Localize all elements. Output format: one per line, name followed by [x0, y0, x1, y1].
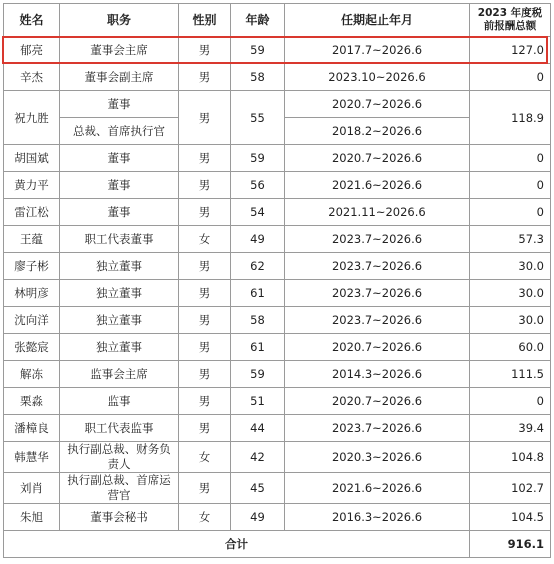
header-age: 年龄: [231, 4, 285, 37]
cell-gender: 女: [179, 442, 231, 473]
cell-name: 郁亮: [4, 37, 60, 64]
cell-term: 2023.10~2026.6: [285, 64, 470, 91]
cell-term: 2020.7~2026.6: [285, 91, 470, 118]
table-row: [4, 226, 551, 253]
cell-term: 2023.7~2026.6: [285, 253, 470, 280]
cell-name: 廖子彬: [4, 253, 60, 280]
cell-age: 59: [231, 361, 285, 388]
cell-name: 刘肖: [4, 473, 60, 504]
cell-pay: 30.0: [470, 307, 551, 334]
cell-age: 49: [231, 226, 285, 253]
cell-gender: 男: [179, 253, 231, 280]
cell-age: 45: [231, 473, 285, 504]
table-row: [4, 37, 551, 64]
cell-name: 胡国斌: [4, 145, 60, 172]
cell-gender: 男: [179, 172, 231, 199]
cell-name: 王蕴: [4, 226, 60, 253]
table-row: [4, 307, 551, 334]
cell-name: 韩慧华: [4, 442, 60, 473]
cell-gender: 男: [179, 334, 231, 361]
cell-name: 朱旭: [4, 504, 60, 531]
table-row: [4, 473, 551, 504]
table-row: [4, 415, 551, 442]
table-row: [4, 172, 551, 199]
cell-pay: 0: [470, 199, 551, 226]
cell-pay: 0: [470, 64, 551, 91]
cell-position: 董事: [60, 91, 179, 118]
total-label: 合计: [4, 531, 470, 558]
cell-gender: 男: [179, 199, 231, 226]
cell-pay: 102.7: [470, 473, 551, 504]
cell-term: 2023.7~2026.6: [285, 280, 470, 307]
cell-pay: 30.0: [470, 280, 551, 307]
cell-name: 祝九胜: [4, 91, 60, 145]
cell-pay: 104.5: [470, 504, 551, 531]
cell-position: 董事: [60, 199, 179, 226]
cell-position: 职工代表董事: [60, 226, 179, 253]
cell-term: 2014.3~2026.6: [285, 361, 470, 388]
cell-position: 独立董事: [60, 334, 179, 361]
cell-position: 独立董事: [60, 253, 179, 280]
cell-gender: 男: [179, 473, 231, 504]
header-pay-line2: 前报酬总额: [483, 20, 537, 32]
cell-term: 2021.6~2026.6: [285, 172, 470, 199]
header-gender: 性别: [179, 4, 231, 37]
cell-name: 张懿宸: [4, 334, 60, 361]
cell-position: 职工代表监事: [60, 415, 179, 442]
table-row: [4, 64, 551, 91]
cell-age: 54: [231, 199, 285, 226]
cell-name: 林明彦: [4, 280, 60, 307]
cell-age: 58: [231, 307, 285, 334]
cell-gender: 女: [179, 504, 231, 531]
cell-gender: 男: [179, 307, 231, 334]
table-row: [4, 334, 551, 361]
cell-pay: 0: [470, 172, 551, 199]
cell-position: 总裁、首席执行官: [60, 118, 179, 145]
cell-gender: 男: [179, 37, 231, 64]
cell-term: 2023.7~2026.6: [285, 226, 470, 253]
cell-pay: 0: [470, 145, 551, 172]
header-position: 职务: [60, 4, 179, 37]
table-row: [4, 280, 551, 307]
cell-position: 监事: [60, 388, 179, 415]
cell-term: 2020.7~2026.6: [285, 334, 470, 361]
cell-pay: 0: [470, 388, 551, 415]
cell-age: 62: [231, 253, 285, 280]
header-pay: [470, 4, 551, 37]
cell-age: 49: [231, 504, 285, 531]
table-row: [4, 442, 551, 473]
table-row: [4, 361, 551, 388]
cell-pay: 127.0: [470, 37, 551, 64]
cell-position: 董事会秘书: [60, 504, 179, 531]
cell-age: 42: [231, 442, 285, 473]
cell-pay: 104.8: [470, 442, 551, 473]
cell-gender: 男: [179, 361, 231, 388]
cell-age: 56: [231, 172, 285, 199]
table-row: [4, 199, 551, 226]
cell-position: 独立董事: [60, 280, 179, 307]
cell-name: 栗淼: [4, 388, 60, 415]
cell-term: 2021.6~2026.6: [285, 473, 470, 504]
cell-name: 黄力平: [4, 172, 60, 199]
executive-compensation-table: [3, 3, 551, 558]
cell-gender: 男: [179, 64, 231, 91]
cell-age: 44: [231, 415, 285, 442]
cell-term: 2023.7~2026.6: [285, 415, 470, 442]
cell-position: 董事: [60, 172, 179, 199]
cell-name: 潘樟良: [4, 415, 60, 442]
cell-name: 辛杰: [4, 64, 60, 91]
cell-gender: 男: [179, 388, 231, 415]
table-row: [4, 91, 551, 118]
header-name: 姓名: [4, 4, 60, 37]
total-row: [4, 531, 551, 558]
cell-age: 61: [231, 280, 285, 307]
cell-age: 59: [231, 145, 285, 172]
cell-pay: 118.9: [470, 91, 551, 145]
cell-name: 解冻: [4, 361, 60, 388]
cell-gender: 男: [179, 280, 231, 307]
cell-name: 雷江松: [4, 199, 60, 226]
table-row: [4, 145, 551, 172]
cell-pay: 60.0: [470, 334, 551, 361]
cell-term: 2016.3~2026.6: [285, 504, 470, 531]
header-term: 任期起止年月: [285, 4, 470, 37]
cell-age: 61: [231, 334, 285, 361]
table-row: [4, 388, 551, 415]
cell-term: 2020.7~2026.6: [285, 388, 470, 415]
cell-position: 独立董事: [60, 307, 179, 334]
cell-position: 董事: [60, 145, 179, 172]
cell-position: 执行副总裁、财务负责人: [60, 442, 179, 473]
cell-age: 58: [231, 64, 285, 91]
cell-age: 51: [231, 388, 285, 415]
cell-pay: 30.0: [470, 253, 551, 280]
cell-term: 2018.2~2026.6: [285, 118, 470, 145]
cell-term: 2020.3~2026.6: [285, 442, 470, 473]
cell-pay: 111.5: [470, 361, 551, 388]
total-value: 916.1: [470, 531, 551, 558]
cell-age: 55: [231, 91, 285, 145]
cell-age: 59: [231, 37, 285, 64]
cell-term: 2023.7~2026.6: [285, 307, 470, 334]
table-row: [4, 504, 551, 531]
cell-term: 2017.7~2026.6: [285, 37, 470, 64]
cell-position: 监事会主席: [60, 361, 179, 388]
cell-position: 董事会副主席: [60, 64, 179, 91]
cell-gender: 男: [179, 415, 231, 442]
cell-term: 2020.7~2026.6: [285, 145, 470, 172]
cell-position: 执行副总裁、首席运营官: [60, 473, 179, 504]
cell-gender: 男: [179, 91, 231, 145]
cell-gender: 女: [179, 226, 231, 253]
cell-gender: 男: [179, 145, 231, 172]
header-pay-line1: 2023 年度税: [477, 7, 543, 19]
cell-term: 2021.11~2026.6: [285, 199, 470, 226]
header-row: [4, 4, 551, 37]
cell-position: 董事会主席: [60, 37, 179, 64]
cell-pay: 39.4: [470, 415, 551, 442]
cell-pay: 57.3: [470, 226, 551, 253]
cell-name: 沈向洋: [4, 307, 60, 334]
table-row: [4, 253, 551, 280]
